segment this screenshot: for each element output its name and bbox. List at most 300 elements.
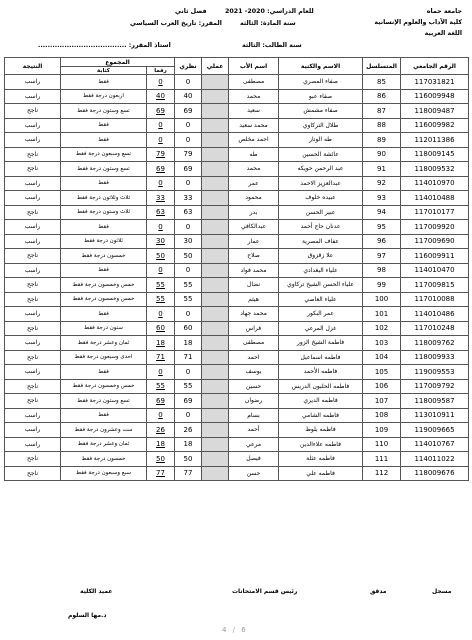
cell-result: راسب <box>5 75 61 90</box>
cell-name: طه الوتار <box>279 133 363 148</box>
cell-result: ناجح <box>5 466 61 481</box>
cell-theory: 55 <box>175 379 202 394</box>
cell-uni-id: 114010970 <box>401 176 469 191</box>
cell-serial: 93 <box>363 191 401 206</box>
total-digits-value: 55 <box>156 382 165 391</box>
cell-uni-id: 118009933 <box>401 350 469 365</box>
cell-name: فاطمه الشامي <box>279 408 363 423</box>
cell-result: راسب <box>5 191 61 206</box>
cell-theory: 26 <box>175 423 202 438</box>
cell-name: عفاف المصرية <box>279 234 363 249</box>
cell-result: ناجح <box>5 278 61 293</box>
cell-practical <box>202 365 229 380</box>
table-body <box>5 75 469 481</box>
cell-total-words: فقط <box>61 307 147 322</box>
cell-theory: 77 <box>175 466 202 481</box>
total-digits-value: 63 <box>156 208 165 217</box>
cell-result: ناجح <box>5 205 61 220</box>
cell-name: فاطمه علي <box>279 466 363 481</box>
cell-practical <box>202 394 229 409</box>
cell-result: ناجح <box>5 162 61 177</box>
table-row <box>5 292 469 307</box>
course-name: المقرر: تاريخ العرب السياسي <box>130 20 222 27</box>
cell-father: محمد سعيد <box>229 118 279 133</box>
total-digits-value: 26 <box>156 425 165 434</box>
cell-uni-id: 118009676 <box>401 466 469 481</box>
cell-uni-id: 118009532 <box>401 162 469 177</box>
cell-father: محمد جهاد <box>229 307 279 322</box>
total-digits-value: 0 <box>158 266 163 275</box>
cell-uni-id: 118009487 <box>401 104 469 119</box>
cell-serial: 97 <box>363 249 401 264</box>
cell-uni-id: 117009815 <box>401 278 469 293</box>
total-digits-value: 30 <box>156 237 165 246</box>
cell-uni-id: 117010248 <box>401 321 469 336</box>
cell-uni-id: 118009145 <box>401 147 469 162</box>
cell-total-digits <box>147 75 175 90</box>
cell-father: نضال <box>229 278 279 293</box>
cell-practical <box>202 147 229 162</box>
total-digits-value: 0 <box>158 411 163 420</box>
cell-uni-id: 119009665 <box>401 423 469 438</box>
total-digits-value: 71 <box>156 353 165 362</box>
cell-serial: 92 <box>363 176 401 191</box>
table-row <box>5 336 469 351</box>
cell-total-digits <box>147 408 175 423</box>
cell-name: غزل المرعي <box>279 321 363 336</box>
cell-total-words: فقط <box>61 118 147 133</box>
university-name: جامعة حماه <box>426 8 462 15</box>
cell-uni-id: 117010088 <box>401 292 469 307</box>
total-digits-value: 0 <box>158 77 163 86</box>
cell-theory: 30 <box>175 234 202 249</box>
cell-uni-id: 114011022 <box>401 452 469 467</box>
cell-total-digits <box>147 133 175 148</box>
cell-serial: 90 <box>363 147 401 162</box>
cell-total-digits <box>147 336 175 351</box>
cell-theory: 0 <box>175 75 202 90</box>
table-row <box>5 162 469 177</box>
cell-name: فاطمه الأحمد <box>279 365 363 380</box>
cell-theory: 79 <box>175 147 202 162</box>
cell-total-digits <box>147 365 175 380</box>
cell-father: عمار <box>229 234 279 249</box>
cell-practical <box>202 278 229 293</box>
table-header-row <box>5 58 469 67</box>
cell-total-words: فقط <box>61 133 147 148</box>
cell-theory: 0 <box>175 307 202 322</box>
footer-exams-head: رئيس قسم الامتحانات <box>232 588 298 595</box>
cell-father: أحمد <box>229 423 279 438</box>
cell-theory: 69 <box>175 104 202 119</box>
cell-father: مصطفى <box>229 336 279 351</box>
cell-uni-id: 114010470 <box>401 263 469 278</box>
cell-uni-id: 117009690 <box>401 234 469 249</box>
cell-total-words: فقط <box>61 220 147 235</box>
table-row <box>5 133 469 148</box>
col-result: النتيجة <box>5 58 61 75</box>
cell-serial: 85 <box>363 75 401 90</box>
cell-serial: 86 <box>363 89 401 104</box>
cell-name: فاطمه عثلة <box>279 452 363 467</box>
cell-uni-id: 114010488 <box>401 191 469 206</box>
col-serial: المتسلسل <box>363 58 401 75</box>
cell-total-words: اربعون درجة فقط <box>61 89 147 104</box>
cell-father: احمد مخلص <box>229 133 279 148</box>
cell-practical <box>202 336 229 351</box>
cell-practical <box>202 350 229 365</box>
cell-result: ناجح <box>5 249 61 264</box>
total-digits-value: 60 <box>156 324 165 333</box>
cell-result: ناجح <box>5 104 61 119</box>
cell-uni-id: 118009762 <box>401 336 469 351</box>
cell-result: راسب <box>5 176 61 191</box>
cell-total-words: تسع وستون درجة فقط <box>61 162 147 177</box>
footer-dean: عميد الكلية <box>80 588 113 595</box>
cell-practical <box>202 75 229 90</box>
cell-practical <box>202 307 229 322</box>
grades-table <box>4 57 469 481</box>
total-digits-value: 69 <box>156 106 165 115</box>
cell-father: هيثم <box>229 292 279 307</box>
col-father: اسم الأب <box>229 58 279 75</box>
cell-practical <box>202 133 229 148</box>
cell-total-words: تسع وستون درجة فقط <box>61 394 147 409</box>
table-row <box>5 263 469 278</box>
cell-theory: 69 <box>175 394 202 409</box>
cell-father: صلاح <box>229 249 279 264</box>
cell-theory: 50 <box>175 249 202 264</box>
cell-total-digits <box>147 162 175 177</box>
cell-theory: 0 <box>175 220 202 235</box>
cell-total-words: خمسون درجة فقط <box>61 249 147 264</box>
cell-name: صفاء المصري <box>279 75 363 90</box>
cell-name: علياء العاصي <box>279 292 363 307</box>
cell-father: مصطفى <box>229 75 279 90</box>
cell-father: عمر <box>229 176 279 191</box>
cell-father: محمد <box>229 89 279 104</box>
total-digits-value: 0 <box>158 309 163 318</box>
cell-result: راسب <box>5 365 61 380</box>
cell-total-digits <box>147 234 175 249</box>
semester: فصل ثاني <box>175 8 207 15</box>
cell-total-words: فقط <box>61 176 147 191</box>
cell-practical <box>202 220 229 235</box>
table-row <box>5 249 469 264</box>
cell-practical <box>202 423 229 438</box>
cell-practical <box>202 205 229 220</box>
total-digits-value: 77 <box>156 469 165 478</box>
cell-serial: 102 <box>363 321 401 336</box>
cell-uni-id: 116009911 <box>401 249 469 264</box>
faculty-name: كلية الآداب والعلوم الإنسانية <box>374 19 462 26</box>
cell-result: راسب <box>5 89 61 104</box>
cell-total-digits <box>147 437 175 452</box>
cell-result: راسب <box>5 437 61 452</box>
cell-serial: 104 <box>363 350 401 365</box>
cell-uni-id: 112011386 <box>401 133 469 148</box>
cell-theory: 18 <box>175 437 202 452</box>
cell-practical <box>202 118 229 133</box>
cell-result: راسب <box>5 263 61 278</box>
cell-total-digits <box>147 379 175 394</box>
cell-name: عبيده خلوف <box>279 191 363 206</box>
cell-uni-id: 114010767 <box>401 437 469 452</box>
cell-father: طه <box>229 147 279 162</box>
cell-uni-id: 117009920 <box>401 220 469 235</box>
cell-uni-id: 119009553 <box>401 365 469 380</box>
cell-total-digits <box>147 104 175 119</box>
cell-uni-id: 116009948 <box>401 89 469 104</box>
cell-total-words: سبع وسبعون درجة فقط <box>61 466 147 481</box>
total-digits-value: 69 <box>156 164 165 173</box>
col-practical: عملي <box>202 58 229 75</box>
cell-total-words: فقط <box>61 365 147 380</box>
table-row <box>5 365 469 380</box>
col-uni-id: الرقم الجامعي <box>401 58 469 75</box>
cell-father: عبدالكافي <box>229 220 279 235</box>
professor-field: استاذ المقرر: ..................................... <box>38 42 171 49</box>
cell-practical <box>202 249 229 264</box>
total-digits-value: 55 <box>156 280 165 289</box>
col-total: المجموع <box>61 58 175 67</box>
cell-result: راسب <box>5 118 61 133</box>
cell-theory: 0 <box>175 118 202 133</box>
cell-total-words: فقط <box>61 408 147 423</box>
cell-serial: 99 <box>363 278 401 293</box>
table-row <box>5 75 469 90</box>
cell-total-digits <box>147 89 175 104</box>
cell-result: راسب <box>5 307 61 322</box>
table-row <box>5 278 469 293</box>
cell-total-words: ثلاث وثلاثون درجة فقط <box>61 191 147 206</box>
cell-name: عمر البكور <box>279 307 363 322</box>
cell-father: حسين <box>229 379 279 394</box>
cell-uni-id: 117010177 <box>401 205 469 220</box>
total-digits-value: 18 <box>156 440 165 449</box>
cell-practical <box>202 162 229 177</box>
cell-practical <box>202 191 229 206</box>
col-name: الاسم والكنية <box>279 58 363 75</box>
table-row <box>5 234 469 249</box>
cell-serial: 98 <box>363 263 401 278</box>
cell-theory: 0 <box>175 176 202 191</box>
cell-father: محمد <box>229 162 279 177</box>
cell-total-digits <box>147 350 175 365</box>
cell-total-words: خمس وخمسون درجة فقط <box>61 379 147 394</box>
total-digits-value: 50 <box>156 454 165 463</box>
table-row <box>5 452 469 467</box>
footer-checker: مدقق <box>370 588 387 595</box>
table-row <box>5 437 469 452</box>
cell-total-words: ثلاثون درجة فقط <box>61 234 147 249</box>
cell-father: حسن <box>229 466 279 481</box>
cell-practical <box>202 437 229 452</box>
table-row <box>5 147 469 162</box>
cell-theory: 55 <box>175 292 202 307</box>
cell-total-digits <box>147 118 175 133</box>
cell-result: راسب <box>5 133 61 148</box>
cell-uni-id: 116009982 <box>401 118 469 133</box>
cell-uni-id: 118009587 <box>401 394 469 409</box>
table-row <box>5 379 469 394</box>
table-row <box>5 394 469 409</box>
cell-father: يوسف <box>229 365 279 380</box>
cell-total-digits <box>147 452 175 467</box>
dean-name: د.مها السلوم <box>68 612 107 619</box>
total-digits-value: 69 <box>156 396 165 405</box>
cell-name: صفاء عبو <box>279 89 363 104</box>
cell-father: بدر <box>229 205 279 220</box>
cell-total-digits <box>147 278 175 293</box>
cell-total-words: فقط <box>61 75 147 90</box>
table-row <box>5 205 469 220</box>
cell-father: محمود <box>229 191 279 206</box>
cell-practical <box>202 408 229 423</box>
cell-total-digits <box>147 176 175 191</box>
table-row <box>5 321 469 336</box>
cell-theory: 40 <box>175 89 202 104</box>
cell-name: طلال التركاوي <box>279 118 363 133</box>
total-digits-value: 0 <box>158 121 163 130</box>
cell-result: ناجح <box>5 394 61 409</box>
cell-uni-id: 114010486 <box>401 307 469 322</box>
cell-result: راسب <box>5 408 61 423</box>
cell-result: ناجح <box>5 292 61 307</box>
cell-result: ناجح <box>5 321 61 336</box>
cell-result: راسب <box>5 336 61 351</box>
cell-serial: 109 <box>363 423 401 438</box>
table-row <box>5 191 469 206</box>
cell-serial: 106 <box>363 379 401 394</box>
cell-total-digits <box>147 147 175 162</box>
cell-total-digits <box>147 191 175 206</box>
cell-theory: 33 <box>175 191 202 206</box>
total-digits-value: 33 <box>156 193 165 202</box>
total-digits-value: 50 <box>156 251 165 260</box>
cell-name: فاطمه اسماعيل <box>279 350 363 365</box>
cell-total-digits <box>147 263 175 278</box>
col-total-words: كتابة <box>61 67 147 75</box>
cell-father: احمد <box>229 350 279 365</box>
cell-theory: 0 <box>175 365 202 380</box>
cell-total-words: احدى وسبعون درجة فقط <box>61 350 147 365</box>
cell-result: ناجح <box>5 147 61 162</box>
cell-total-words: ثلاث وستون درجة فقط <box>61 205 147 220</box>
cell-total-words: ستون درجة فقط <box>61 321 147 336</box>
total-digits-value: 40 <box>156 92 165 101</box>
cell-theory: 50 <box>175 452 202 467</box>
cell-total-digits <box>147 423 175 438</box>
cell-practical <box>202 466 229 481</box>
cell-total-digits <box>147 205 175 220</box>
table-row <box>5 118 469 133</box>
cell-serial: 95 <box>363 220 401 235</box>
cell-practical <box>202 379 229 394</box>
cell-theory: 69 <box>175 162 202 177</box>
cell-uni-id: 117009792 <box>401 379 469 394</box>
cell-total-words: خمس وخمسون درجة فقط <box>61 292 147 307</box>
table-row <box>5 176 469 191</box>
cell-result: ناجح <box>5 350 61 365</box>
cell-theory: 18 <box>175 336 202 351</box>
cell-name: علياء البغدادي <box>279 263 363 278</box>
table-row <box>5 350 469 365</box>
cell-theory: 0 <box>175 408 202 423</box>
cell-father: فراس <box>229 321 279 336</box>
cell-serial: 100 <box>363 292 401 307</box>
cell-total-digits <box>147 321 175 336</box>
cell-total-digits <box>147 394 175 409</box>
cell-serial: 111 <box>363 452 401 467</box>
cell-name: فاطمة الشيخ الزور <box>279 336 363 351</box>
cell-name: صفاء مشمش <box>279 104 363 119</box>
cell-serial: 88 <box>363 118 401 133</box>
total-digits-value: 55 <box>156 295 165 304</box>
cell-uni-id: 117031821 <box>401 75 469 90</box>
cell-serial: 89 <box>363 133 401 148</box>
cell-name: فاطمه بلوط <box>279 423 363 438</box>
cell-total-words: خمسون درجة فقط <box>61 452 147 467</box>
academic-year: للعام الدراسي: 2020- 2021 <box>225 8 314 15</box>
col-total-digits: رقما <box>147 67 175 75</box>
cell-name: عبير الحسن <box>279 205 363 220</box>
cell-total-words: ثمان وعشر درجة فقط <box>61 437 147 452</box>
total-digits-value: 0 <box>158 179 163 188</box>
cell-practical <box>202 176 229 191</box>
cell-father: محمد فواد <box>229 263 279 278</box>
cell-father: سعيد <box>229 104 279 119</box>
cell-father: فيصل <box>229 452 279 467</box>
cell-father: مرعي <box>229 437 279 452</box>
cell-serial: 110 <box>363 437 401 452</box>
cell-name: عبد الرحمن حويكه <box>279 162 363 177</box>
footer-registrar: مسجل <box>432 588 452 595</box>
col-theory: نظري <box>175 58 202 75</box>
table-row <box>5 408 469 423</box>
cell-name: فاطمه الحلبون الدريس <box>279 379 363 394</box>
cell-total-words: فقط <box>61 263 147 278</box>
cell-total-digits <box>147 249 175 264</box>
cell-name: فاطمه الديري <box>279 394 363 409</box>
cell-total-words: ثمان وعشر درجة فقط <box>61 336 147 351</box>
cell-name: علا زقزوق <box>279 249 363 264</box>
total-digits-value: 18 <box>156 338 165 347</box>
cell-total-digits <box>147 220 175 235</box>
table-row <box>5 104 469 119</box>
cell-result: راسب <box>5 234 61 249</box>
cell-total-words: تسع وسبعون درجة فقط <box>61 147 147 162</box>
cell-practical <box>202 234 229 249</box>
cell-total-digits <box>147 307 175 322</box>
cell-practical <box>202 263 229 278</box>
cell-name: علياء الحسن الشيخ تركاوي <box>279 278 363 293</box>
cell-theory: 0 <box>175 263 202 278</box>
total-digits-value: 0 <box>158 135 163 144</box>
cell-serial: 101 <box>363 307 401 322</box>
cell-practical <box>202 89 229 104</box>
cell-theory: 60 <box>175 321 202 336</box>
cell-total-words: خمس وخمسون درجة فقط <box>61 278 147 293</box>
cell-result: ناجح <box>5 379 61 394</box>
cell-father: رضوان <box>229 394 279 409</box>
cell-serial: 103 <box>363 336 401 351</box>
page-indicator: 4 / 6 <box>222 626 248 634</box>
cell-practical <box>202 104 229 119</box>
cell-practical <box>202 452 229 467</box>
cell-theory: 0 <box>175 133 202 148</box>
cell-serial: 91 <box>363 162 401 177</box>
